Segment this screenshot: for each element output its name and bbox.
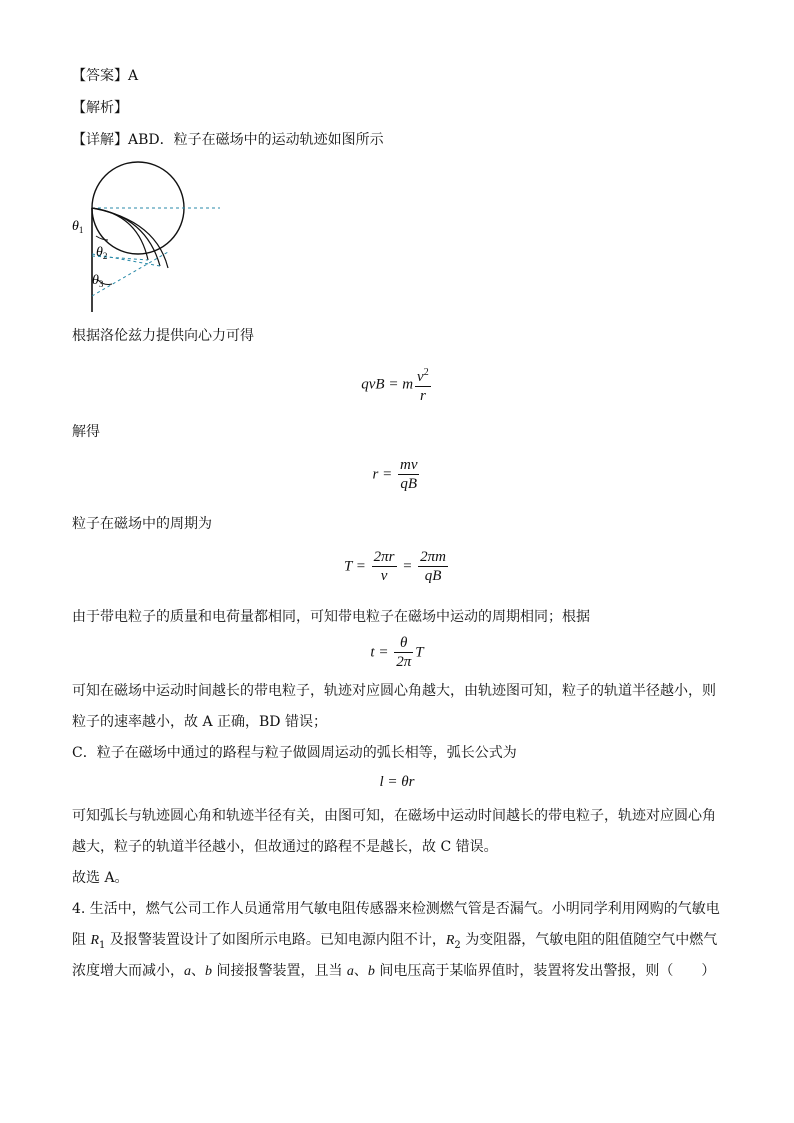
theta3-label: $\theta_3$ xyxy=(92,273,104,289)
paragraph-5b: 粒子的速率越小，故 A 正确，BD 错误； xyxy=(72,714,327,730)
equation-time: t = $\frac{\theta}{2\pi}$ T xyxy=(370,635,424,670)
question-4-line-3: 浓度增大而减小，a、b 间接报警装置，且当 a、b 间电压高于某临界值时，装置将发出警报，则（ ） xyxy=(72,963,716,979)
detail-text: ABD．粒子在磁场中的运动轨迹如图所示 xyxy=(128,132,384,148)
answer-value: A xyxy=(128,68,139,84)
theta2-label: $\theta_2$ xyxy=(96,245,108,261)
paragraph-6: C．粒子在磁场中通过的路程与粒子做圆周运动的弧长相等，弧长公式为 xyxy=(72,745,517,761)
equation-arc-length: l = θr xyxy=(379,774,415,790)
paragraph-5a: 可知在磁场中运动时间越长的带电粒子，轨迹对应圆心角越大，由轨迹图可知，粒子的轨道半径越小，则 xyxy=(72,683,716,699)
paragraph-4: 由于带电粒子的质量和电荷量都相同，可知带电粒子在磁场中运动的周期相同；根据 xyxy=(72,609,590,625)
question-4-line-1: 4. 生活中，燃气公司工作人员通常用气敏电阻传感器来检测燃气管是否漏气。小明同学利用网购的气敏电 xyxy=(72,901,720,917)
trajectory-figure xyxy=(68,156,238,316)
paragraph-1: 根据洛伦兹力提供向心力可得 xyxy=(72,328,254,344)
answer-label: 【答案】 xyxy=(72,68,128,84)
detail-line xyxy=(72,130,384,150)
equation-period: T = $\frac{2\pi r}{v}$ = $\frac{2\pi m}{qB}$ xyxy=(343,549,447,584)
question-4-line-2: 阻 $R_1$ 及报警装置设计了如图所示电路。已知电源内阻不计，$R_2$ 为变阻器，气敏电阻的阻值随空气中燃气 xyxy=(72,932,718,951)
paragraph-8: 故选 A。 xyxy=(72,870,129,886)
theta1-label: $\theta_1$ xyxy=(72,219,84,235)
paragraph-2: 解得 xyxy=(72,424,100,440)
equation-radius: r = $\frac{mv}{qB}$ xyxy=(372,457,418,492)
detail-label: 【详解】 xyxy=(72,132,128,148)
paragraph-3: 粒子在磁场中的周期为 xyxy=(72,516,212,532)
paragraph-7b: 越大，粒子的轨道半径越小，但故通过的路程不是越长，故 C 错误。 xyxy=(72,839,498,855)
equation-lorentz: qvB = m $\frac{v^2}{r}$ xyxy=(361,367,429,404)
analysis-label: 【解析】 xyxy=(72,100,128,116)
answer-line xyxy=(72,66,138,86)
paragraph-7a: 可知弧长与轨迹圆心角和轨迹半径有关，由图可知，在磁场中运动时间越长的带电粒子，轨迹对应圆心角 xyxy=(72,808,716,824)
